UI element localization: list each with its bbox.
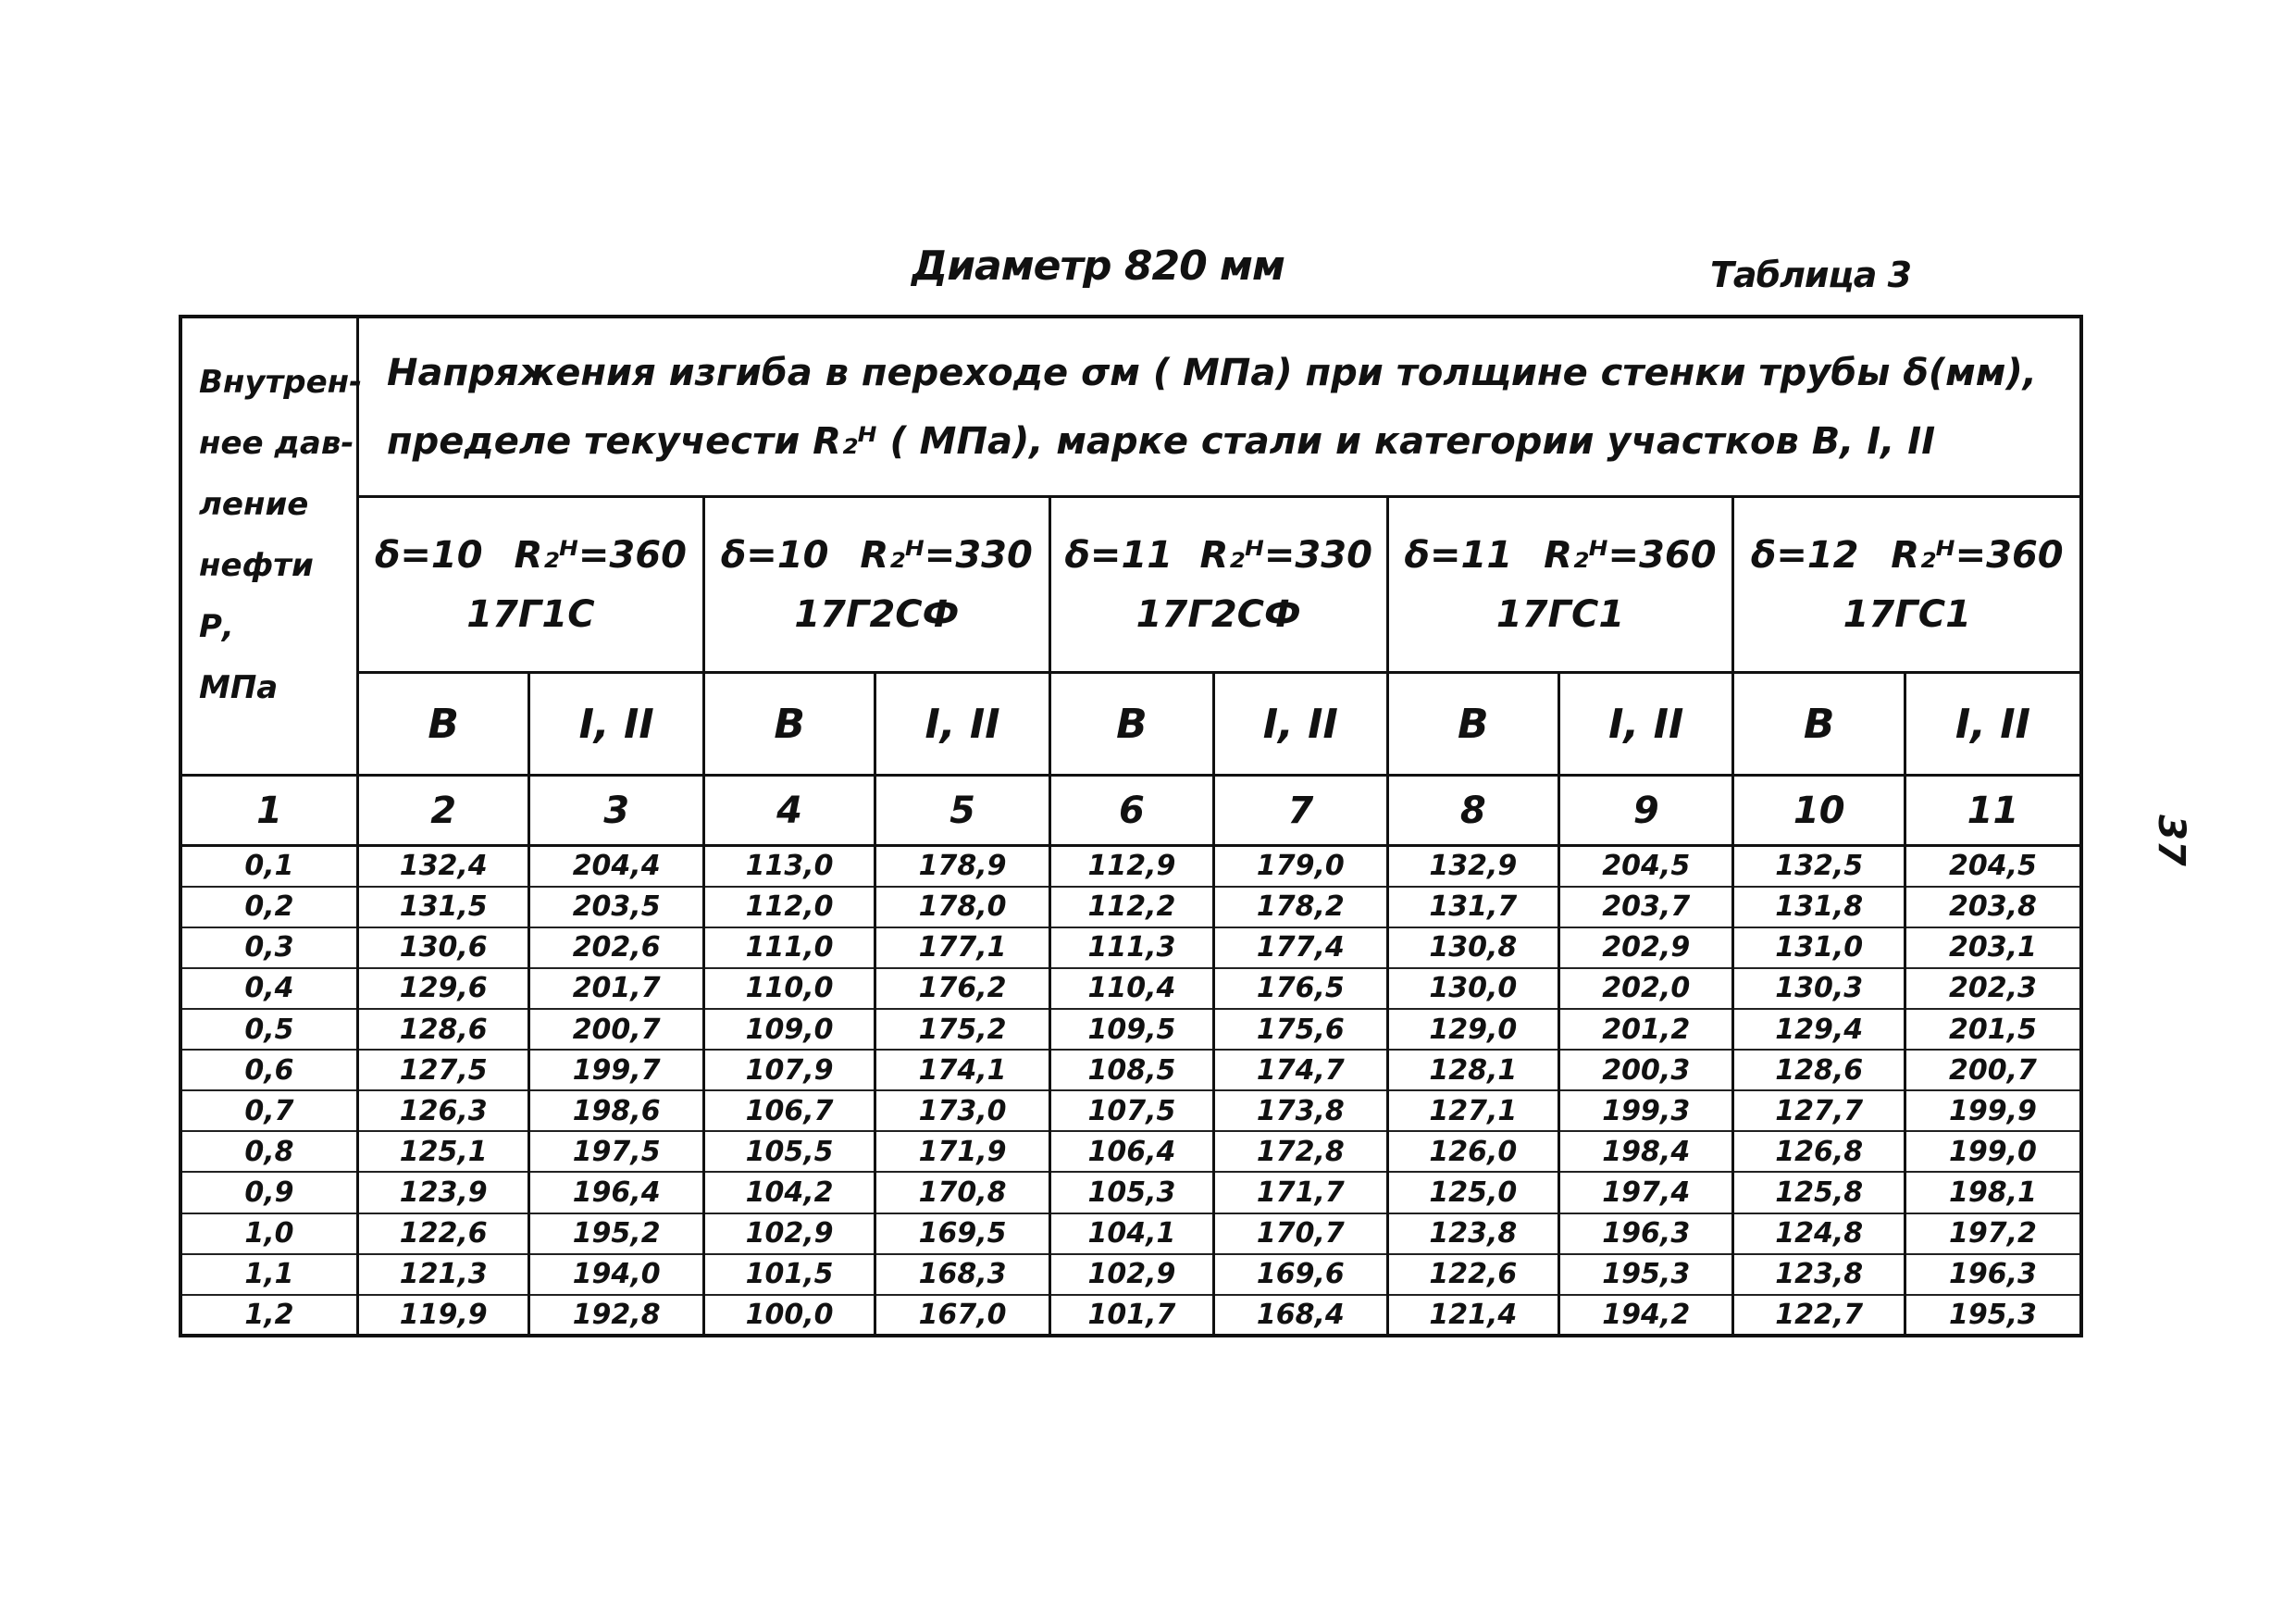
value-cell: 176,5 [1214,968,1387,1009]
value-cell: 200,7 [529,1009,703,1050]
value-cell: 173,8 [1214,1090,1387,1131]
value-cell: 195,2 [529,1213,703,1254]
value-cell: 113,0 [703,846,875,887]
value-cell: 175,2 [875,1009,1049,1050]
value-cell: 125,8 [1733,1172,1905,1213]
value-cell: 127,7 [1733,1090,1905,1131]
value-cell: 127,1 [1387,1090,1558,1131]
value-cell: 102,9 [1049,1254,1213,1295]
row-header-line: нее дав- [199,425,354,462]
value-cell: 105,5 [703,1131,875,1172]
pressure-cell: 0,6 [180,1050,357,1090]
value-cell: 126,8 [1733,1131,1905,1172]
value-cell: 177,1 [875,927,1049,968]
group-yield: R₂ᴴ=330 [860,533,1033,577]
value-cell: 131,5 [357,887,528,927]
value-cell: 109,5 [1049,1009,1213,1050]
table-row [180,1172,2081,1213]
value-cell: 195,3 [1905,1295,2081,1336]
value-cell: 101,7 [1049,1295,1213,1336]
group-thickness: δ=11 [1064,533,1173,577]
value-cell: 173,0 [875,1090,1049,1131]
value-cell: 174,1 [875,1050,1049,1090]
table-row [180,1295,2081,1336]
group-steel: 17ГС1 [1843,592,1971,636]
value-cell: 198,1 [1905,1172,2081,1213]
value-cell: 122,6 [357,1213,528,1254]
category-cell: В [1733,673,1905,776]
value-cell: 203,7 [1559,887,1733,927]
value-cell: 176,2 [875,968,1049,1009]
pressure-cell: 0,5 [180,1009,357,1050]
value-cell: 202,3 [1905,968,2081,1009]
value-cell: 196,3 [1559,1213,1733,1254]
value-cell: 121,4 [1387,1295,1558,1336]
value-cell: 174,7 [1214,1050,1387,1090]
table-label: Таблица 3 [1710,255,1912,295]
column-number-cell: 10 [1733,776,1905,846]
row-header-line: ление [199,486,309,523]
value-cell: 108,5 [1049,1050,1213,1090]
value-cell: 122,7 [1733,1295,1905,1336]
value-cell: 200,7 [1905,1050,2081,1090]
value-cell: 107,9 [703,1050,875,1090]
value-cell: 203,8 [1905,887,2081,927]
table-row [180,1090,2081,1131]
value-cell: 121,3 [357,1254,528,1295]
page-number: 37 [2149,815,2192,866]
pressure-cell: 1,0 [180,1213,357,1254]
value-cell: 124,8 [1733,1213,1905,1254]
category-cell: В [357,673,528,776]
group-yield: R₂ᴴ=360 [514,533,687,577]
column-number-cell: 4 [703,776,875,846]
pressure-cell: 0,3 [180,927,357,968]
value-cell: 199,0 [1905,1131,2081,1172]
value-cell: 199,9 [1905,1090,2081,1131]
value-cell: 123,8 [1387,1213,1558,1254]
value-cell: 201,7 [529,968,703,1009]
column-number-cell: 9 [1559,776,1733,846]
value-cell: 178,2 [1214,887,1387,927]
document-title: Диаметр 820 мм [912,243,1285,290]
group-thickness: δ=10 [720,533,829,577]
value-cell: 194,2 [1559,1295,1733,1336]
value-cell: 131,0 [1733,927,1905,968]
pressure-cell: 0,4 [180,968,357,1009]
value-cell: 110,4 [1049,968,1213,1009]
value-cell: 111,3 [1049,927,1213,968]
table-row [180,1131,2081,1172]
row-header-line: МПа [199,669,279,706]
table-row [180,1254,2081,1295]
category-cell: I, II [1905,673,2081,776]
group-header [703,497,1049,673]
value-cell: 197,2 [1905,1213,2081,1254]
category-cell: I, II [1214,673,1387,776]
value-cell: 129,6 [357,968,528,1009]
pressure-cell: 1,1 [180,1254,357,1295]
value-cell: 106,7 [703,1090,875,1131]
value-cell: 200,3 [1559,1050,1733,1090]
row-header-line: Р, [199,608,234,645]
value-cell: 169,6 [1214,1254,1387,1295]
value-cell: 170,7 [1214,1213,1387,1254]
value-cell: 198,4 [1559,1131,1733,1172]
value-cell: 107,5 [1049,1090,1213,1131]
value-cell: 203,5 [529,887,703,927]
group-steel: 17Г1С [466,592,595,636]
value-cell: 132,9 [1387,846,1558,887]
group-thickness: δ=10 [374,533,483,577]
value-cell: 105,3 [1049,1172,1213,1213]
value-cell: 112,0 [703,887,875,927]
group-header [1733,497,2081,673]
table-row [180,846,2081,887]
value-cell: 130,6 [357,927,528,968]
value-cell: 110,0 [703,968,875,1009]
column-number-cell: 3 [529,776,703,846]
value-cell: 130,3 [1733,968,1905,1009]
value-cell: 128,6 [357,1009,528,1050]
category-cell: В [1049,673,1213,776]
value-cell: 111,0 [703,927,875,968]
table-row [180,968,2081,1009]
value-cell: 104,2 [703,1172,875,1213]
value-cell: 109,0 [703,1009,875,1050]
value-cell: 125,1 [357,1131,528,1172]
value-cell: 131,7 [1387,887,1558,927]
pressure-cell: 0,8 [180,1131,357,1172]
value-cell: 196,3 [1905,1254,2081,1295]
value-cell: 194,0 [529,1254,703,1295]
group-header [1049,497,1387,673]
column-number-cell: 7 [1214,776,1387,846]
value-cell: 130,8 [1387,927,1558,968]
category-cell: В [1387,673,1558,776]
stress-table [179,315,2083,1337]
group-yield: R₂ᴴ=360 [1544,533,1717,577]
category-cell: I, II [875,673,1049,776]
value-cell: 130,0 [1387,968,1558,1009]
column-number-cell: 1 [180,776,357,846]
value-cell: 131,8 [1733,887,1905,927]
group-thickness: δ=12 [1750,533,1859,577]
category-cell: I, II [1559,673,1733,776]
value-cell: 199,3 [1559,1090,1733,1131]
group-steel: 17Г2СФ [794,592,960,636]
value-cell: 112,9 [1049,846,1213,887]
column-number-cell: 6 [1049,776,1213,846]
table-row [180,1213,2081,1254]
value-cell: 198,6 [529,1090,703,1131]
column-number-cell: 8 [1387,776,1558,846]
value-cell: 196,4 [529,1172,703,1213]
value-cell: 128,1 [1387,1050,1558,1090]
value-cell: 132,4 [357,846,528,887]
pressure-cell: 1,2 [180,1295,357,1336]
value-cell: 199,7 [529,1050,703,1090]
value-cell: 204,5 [1905,846,2081,887]
value-cell: 125,0 [1387,1172,1558,1213]
value-cell: 178,0 [875,887,1049,927]
value-cell: 169,5 [875,1213,1049,1254]
category-cell: I, II [529,673,703,776]
value-cell: 127,5 [357,1050,528,1090]
value-cell: 170,8 [875,1172,1049,1213]
value-cell: 129,0 [1387,1009,1558,1050]
value-cell: 102,9 [703,1213,875,1254]
row-header-line: Внутрен- [199,364,363,401]
pressure-cell: 0,7 [180,1090,357,1131]
category-cell: В [703,673,875,776]
value-cell: 179,0 [1214,846,1387,887]
heading-line-1: Напряжения изгиба в переходе σм ( МПа) при толщине стенки трубы δ(мм), [386,351,2037,394]
value-cell: 123,9 [357,1172,528,1213]
table-row [180,1009,2081,1050]
value-cell: 171,7 [1214,1172,1387,1213]
pressure-cell: 0,2 [180,887,357,927]
value-cell: 132,5 [1733,846,1905,887]
value-cell: 203,1 [1905,927,2081,968]
value-cell: 123,8 [1733,1254,1905,1295]
column-number-cell: 2 [357,776,528,846]
value-cell: 202,6 [529,927,703,968]
pressure-cell: 0,1 [180,846,357,887]
value-cell: 202,0 [1559,968,1733,1009]
pressure-cell: 0,9 [180,1172,357,1213]
value-cell: 128,6 [1733,1050,1905,1090]
table-row [180,1050,2081,1090]
column-number-cell: 5 [875,776,1049,846]
group-yield: R₂ᴴ=360 [1891,533,2064,577]
group-steel: 17Г2СФ [1136,592,1301,636]
value-cell: 122,6 [1387,1254,1558,1295]
heading-line-2: пределе текучести R₂ᴴ ( МПа), марке стали и категории участков В, I, II [386,419,1936,463]
value-cell: 175,6 [1214,1009,1387,1050]
group-header [357,497,703,673]
table-row [180,887,2081,927]
value-cell: 201,5 [1905,1009,2081,1050]
value-cell: 204,5 [1559,846,1733,887]
value-cell: 168,3 [875,1254,1049,1295]
table-row [180,927,2081,968]
value-cell: 126,3 [357,1090,528,1131]
value-cell: 171,9 [875,1131,1049,1172]
group-header [1387,497,1733,673]
value-cell: 195,3 [1559,1254,1733,1295]
group-thickness: δ=11 [1404,533,1513,577]
value-cell: 104,1 [1049,1213,1213,1254]
value-cell: 129,4 [1733,1009,1905,1050]
value-cell: 177,4 [1214,927,1387,968]
value-cell: 178,9 [875,846,1049,887]
value-cell: 197,4 [1559,1172,1733,1213]
value-cell: 168,4 [1214,1295,1387,1336]
value-cell: 119,9 [357,1295,528,1336]
value-cell: 192,8 [529,1295,703,1336]
value-cell: 106,4 [1049,1131,1213,1172]
group-steel: 17ГС1 [1496,592,1625,636]
value-cell: 202,9 [1559,927,1733,968]
table-heading [357,317,2081,497]
row-header-cell [180,317,363,776]
value-cell: 100,0 [703,1295,875,1336]
value-cell: 126,0 [1387,1131,1558,1172]
group-yield: R₂ᴴ=330 [1199,533,1372,577]
column-number-cell: 11 [1905,776,2081,846]
value-cell: 167,0 [875,1295,1049,1336]
value-cell: 112,2 [1049,887,1213,927]
value-cell: 197,5 [529,1131,703,1172]
row-header-line: нефти [199,547,314,584]
value-cell: 201,2 [1559,1009,1733,1050]
value-cell: 172,8 [1214,1131,1387,1172]
value-cell: 204,4 [529,846,703,887]
value-cell: 101,5 [703,1254,875,1295]
